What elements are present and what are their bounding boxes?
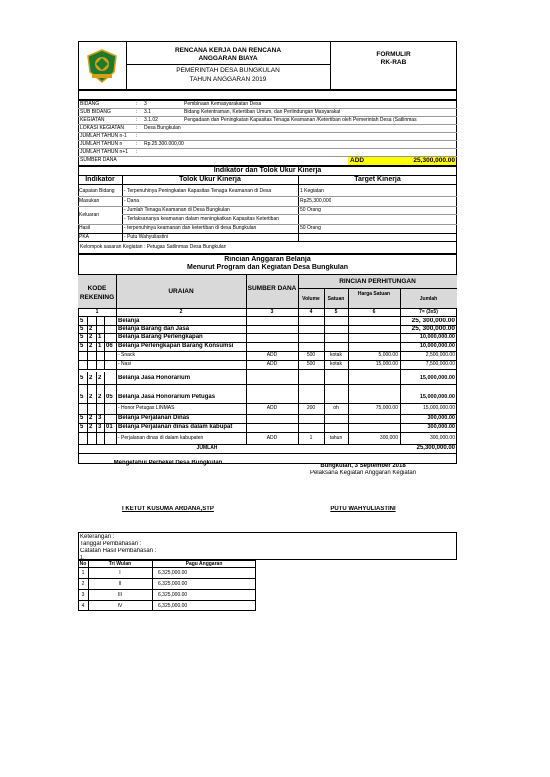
kode-rekening-part: 2 xyxy=(98,393,102,400)
kode-divider xyxy=(104,342,105,351)
uraian: Belanja Perjalanan Dinas xyxy=(118,415,190,421)
kode-divider xyxy=(96,360,97,369)
harga-satuan: 15,000.00 xyxy=(375,361,398,367)
row-divider xyxy=(78,403,457,404)
kode-divider xyxy=(87,351,88,360)
sign-right-name: PUTU WAHYULIASTINI xyxy=(330,506,396,512)
info-sep: : xyxy=(136,141,138,147)
kode-divider xyxy=(87,333,88,342)
coat-of-arms-logo xyxy=(84,48,120,84)
kode-divider xyxy=(87,423,88,432)
info-box xyxy=(78,90,457,100)
tolok-ukur: - Terpenuhinya Peningkatan Kapasitas Tenaga Keamanan di Desa xyxy=(124,188,272,194)
termin-pagu: 6,325,000.00 xyxy=(158,570,188,576)
sumber-dana-label: SUMBER DANA xyxy=(80,157,117,163)
col-number: 7= (3x5) xyxy=(419,309,438,315)
row-divider xyxy=(78,369,457,370)
jumlah: 15,000,000.00 xyxy=(423,405,455,411)
termin-col-triwulan: Tri Wulan xyxy=(108,561,132,567)
jumlah: 25, 300,000.00 xyxy=(411,325,455,332)
info-sep: : xyxy=(136,133,138,139)
sumber-dana: ADD xyxy=(266,405,278,411)
volume: 1 xyxy=(309,434,313,441)
kode-divider xyxy=(104,403,105,414)
termin-pagu: 6,325,000.00 xyxy=(158,581,188,587)
kode-divider xyxy=(104,385,105,403)
kode-rekening-part: 2 xyxy=(89,393,93,400)
info-text: Pengadaan dan Peningkatan Kapasitas Tenaga Keamanan /Ketertiban oleh Pemerintah Desa (Satlinmas xyxy=(184,117,417,123)
indikator-name: Hasil xyxy=(79,225,91,231)
doc-title-3: PEMERINTAH DESA BUNGKULAN xyxy=(176,67,280,74)
info-sep: : xyxy=(136,117,138,123)
kode-divider xyxy=(96,317,97,325)
tolok-ukur: - Putu Wahyuliastini xyxy=(124,234,168,240)
volume: 200 xyxy=(306,405,316,411)
target: 50 Orang xyxy=(300,225,321,231)
col-target: Target Kinerja xyxy=(354,176,401,183)
kode-divider xyxy=(96,372,97,384)
termin-tw: II xyxy=(118,581,122,587)
termin-col-pagu: Pagu Anggaran xyxy=(185,561,223,567)
info-code: 3.1.02 xyxy=(144,117,158,123)
col-number: 1 xyxy=(95,309,99,315)
jumlah-value: 25,300,000.00 xyxy=(416,445,455,451)
tolok-ukur: - Terlaksananya keamanan dalam meningkatkan Kapasitas Ketertiban xyxy=(124,216,279,222)
kode-rekening-part: 2 xyxy=(89,415,93,421)
jumlah: 15,000,000.00 xyxy=(419,374,455,381)
sign-right-title: Pelaksana Kegiatan Anggaran Kegiatan xyxy=(309,470,417,476)
col-indikator: Indikator xyxy=(85,176,115,183)
kode-rekening-part: 3 xyxy=(98,424,102,430)
col-sumber-dana: SUMBER DANA xyxy=(247,285,297,292)
kode-divider xyxy=(104,423,105,432)
note-number: 1. xyxy=(80,555,85,561)
uraian: Belanja Jasa Honorarium xyxy=(118,374,191,381)
termin-tw: III xyxy=(117,592,123,598)
jumlah-label: JUMLAH xyxy=(196,445,218,451)
satuan: kotak xyxy=(330,361,342,367)
kode-divider xyxy=(87,432,88,444)
kode-divider xyxy=(87,414,88,423)
kode-divider xyxy=(104,432,105,444)
kode-divider xyxy=(104,317,105,325)
uraian: - Perjalanan dinas di dalam kabupaten xyxy=(118,434,204,441)
jumlah: 25, 300,000.00 xyxy=(411,317,455,324)
kode-rekening-part: 5 xyxy=(80,325,84,332)
info-sep: : xyxy=(136,149,138,155)
doc-title-1: RENCANA KERJA DAN RENCANA xyxy=(174,47,282,54)
jumlah: 300,000.00 xyxy=(427,415,455,421)
jumlah: 300,000.00 xyxy=(429,434,455,441)
col-kode-rekening: KODE REKENING xyxy=(79,285,115,301)
termin-pagu: 6,325,000.00 xyxy=(158,603,188,609)
doc-title-4: TAHUN ANGGARAN 2019 xyxy=(189,76,267,83)
kode-rekening-part: 2 xyxy=(89,325,93,332)
kode-divider xyxy=(104,351,105,360)
kode-divider xyxy=(96,432,97,444)
kode-rekening-part: 1 xyxy=(98,334,102,340)
indikator-name: Capaian Bidang xyxy=(79,188,115,194)
target: 1 Kegiatan xyxy=(300,188,324,194)
sumber-dana-code: ADD xyxy=(350,157,365,164)
indikator-title: Indikator dan Tolok Ukur Kinerja xyxy=(213,167,322,174)
termin-pagu: 6,325,000.00 xyxy=(158,592,188,598)
kode-divider xyxy=(87,360,88,369)
doc-title-2: ANGGARAN BIAYA xyxy=(198,55,258,62)
info-sep: : xyxy=(136,109,138,115)
col-number: 3 xyxy=(270,309,274,315)
catatan-label: Catatan Hasil Pembahasan : xyxy=(80,548,157,554)
info-label: SUB BIDANG xyxy=(80,109,111,115)
kode-divider xyxy=(96,342,97,351)
rincian-title-2: Menurut Program dan Kegiatan Desa Bungkulan xyxy=(186,264,349,271)
sumber-dana: ADD xyxy=(266,352,278,358)
kode-divider xyxy=(96,414,97,423)
kode-rekening-part: 5 xyxy=(80,334,84,340)
col-harga-satuan: Harga Satuan xyxy=(357,291,391,297)
uraian: Belanja Barang dan Jasa xyxy=(118,325,190,332)
satuan: oh xyxy=(333,405,339,411)
termin-tw: IV xyxy=(117,603,123,609)
uraian: Belanja Perlengkapan Barang Konsumsi xyxy=(118,343,234,349)
kode-divider xyxy=(87,342,88,351)
kelompok-sasaran: Kelompok sasaran Kegiatan : Petugas Satlinmas Desa Bungkulan xyxy=(80,244,227,250)
uraian: - Honor Petugas LINMAS xyxy=(118,405,175,411)
termin-no: 4 xyxy=(81,603,85,609)
volume: 500 xyxy=(306,361,316,367)
kode-divider xyxy=(87,325,88,333)
kode-divider xyxy=(104,325,105,333)
info-label: KEGIATAN xyxy=(80,117,105,123)
indikator-name: PKA xyxy=(79,234,90,240)
sumber-dana: ADD xyxy=(266,361,278,367)
kode-rekening-part: 2 xyxy=(89,334,93,340)
kode-rekening-part: 01 xyxy=(106,424,113,430)
info-code: 3.1 xyxy=(144,109,151,115)
tolok-ukur: - Jumlah Tenaga Keamanan di Desa Bungkulan xyxy=(124,207,230,213)
col-number: 4 xyxy=(309,309,313,315)
info-code: Desa Bungkulan xyxy=(144,125,181,131)
uraian: Belanja Perjalanan dinas dalam kabupat xyxy=(118,424,233,430)
kode-divider xyxy=(96,333,97,342)
termin-col-no: No xyxy=(79,561,87,567)
info-text: Bidang Ketentraman, Ketertiban Umum, dan Perlindungan Masyarakat xyxy=(184,109,341,115)
kode-divider xyxy=(104,360,105,369)
rincian-title-1: Rincian Anggaran Belanja xyxy=(224,256,311,263)
jumlah: 300,000.00 xyxy=(427,424,455,430)
col-rincian-perhitungan: RINCIAN PERHITUNGAN xyxy=(339,278,416,285)
info-label: JUMLAH TAHUN n xyxy=(80,141,123,147)
tolok-ukur: - Dana xyxy=(124,198,140,204)
jumlah: 7,500,000.00 xyxy=(425,361,455,367)
harga-satuan: 75,000.00 xyxy=(375,405,398,411)
termin-no: 1 xyxy=(81,570,85,576)
col-number: 2 xyxy=(179,309,183,315)
info-sep: : xyxy=(136,101,138,107)
kode-rekening-part: 5 xyxy=(80,424,84,430)
tanggal-label: Tanggal Pembahasan : xyxy=(80,541,142,547)
keterangan-label: Keterangan : xyxy=(80,534,115,540)
sign-left-name: I KETUT KUSUMA ARDANA,STP xyxy=(122,506,214,512)
uraian: - Nasi xyxy=(118,361,132,367)
jumlah: 15,000,000.00 xyxy=(419,393,455,400)
col-uraian: URAIAN xyxy=(168,288,194,295)
target: Rp25,300,000 xyxy=(300,198,332,204)
kode-divider xyxy=(96,351,97,360)
termin-no: 3 xyxy=(81,592,85,598)
kode-rekening-part: 06 xyxy=(106,343,113,349)
harga-satuan: 5,000.00 xyxy=(378,352,398,358)
kode-rekening-part: 2 xyxy=(89,424,93,430)
indikator-name: Masukan xyxy=(79,198,100,204)
kode-divider xyxy=(96,325,97,333)
kode-rekening-part: 2 xyxy=(98,374,102,381)
kode-rekening-part: 5 xyxy=(80,343,84,349)
kode-divider xyxy=(87,372,88,384)
info-label: JUMLAH TAHUN n+1 xyxy=(80,149,129,155)
kode-rekening-part: 05 xyxy=(106,393,113,400)
kode-rekening-part: 2 xyxy=(89,343,93,349)
harga-satuan: 300,000 xyxy=(379,434,398,441)
satuan: tahun xyxy=(329,434,343,441)
kode-rekening-part: 5 xyxy=(80,317,84,324)
info-code: Rp.25.300.000,00 xyxy=(144,141,184,147)
row-divider xyxy=(78,432,457,433)
jumlah: 2,500,000.00 xyxy=(425,352,455,358)
info-sep: : xyxy=(136,125,138,131)
sign-right-date: Bungkulan, 3 September 2018 xyxy=(320,463,406,469)
kode-rekening-part: 5 xyxy=(80,374,84,381)
kode-divider xyxy=(104,333,105,342)
sumber-dana: ADD xyxy=(266,434,278,441)
uraian: - Snack xyxy=(118,352,135,358)
info-label: JUMLAH TAHUN n-1 xyxy=(80,133,127,139)
kode-divider xyxy=(104,372,105,384)
uraian: Belanja Jasa Honorarium Petugas xyxy=(118,393,216,400)
kode-divider xyxy=(87,385,88,403)
kode-divider xyxy=(96,403,97,414)
row-divider xyxy=(78,384,457,385)
volume: 500 xyxy=(306,352,316,358)
kode-divider xyxy=(87,403,88,414)
form-label: FORMULIR xyxy=(376,51,411,58)
sumber-dana-amount: 25,300,000.00 xyxy=(413,157,455,164)
indikator-name: Keluaran xyxy=(79,212,100,218)
col-tolok-ukur: Tolok Ukur Kinerja xyxy=(179,176,241,183)
col-volume: Volume xyxy=(302,296,320,302)
uraian: Belanja xyxy=(118,317,140,324)
kode-rekening-part: 5 xyxy=(80,393,84,400)
kode-rekening-part: 1 xyxy=(98,343,102,349)
col-number: 6 xyxy=(372,309,376,315)
jumlah: 10,000,000.00 xyxy=(419,343,455,349)
kode-rekening-part: 5 xyxy=(80,415,84,421)
info-text: Pembinaan Kemasyarakatan Desa xyxy=(184,101,262,107)
sign-left-title: Mengetahui Perbekel Desa Bungkulan xyxy=(113,460,223,466)
info-code: 3 xyxy=(144,101,147,107)
satuan: kotak xyxy=(330,352,342,358)
kode-divider xyxy=(96,423,97,432)
termin-tw: I xyxy=(119,570,121,576)
tolok-ukur: - terpenuhinya keamanan dan ketertiban di desa Bungkulan xyxy=(124,225,257,231)
kode-divider xyxy=(87,317,88,325)
info-label: BIDANG xyxy=(80,101,100,107)
col-jumlah: Jumlah xyxy=(419,296,438,302)
col-number: 5 xyxy=(334,309,338,315)
jumlah: 10,000,000.00 xyxy=(419,334,455,340)
kode-divider xyxy=(104,414,105,423)
info-label: LOKASI KEGIATAN xyxy=(80,125,124,131)
target: 50 Orang xyxy=(300,207,321,213)
termin-no: 2 xyxy=(81,581,85,587)
uraian: Belanja Barang Perlengkapan xyxy=(118,334,203,340)
form-code: RK-RAB xyxy=(380,59,407,66)
kode-rekening-part: 2 xyxy=(89,374,93,381)
col-satuan: Satuan xyxy=(327,296,345,302)
kode-divider xyxy=(96,385,97,403)
kode-rekening-part: 3 xyxy=(98,415,102,421)
